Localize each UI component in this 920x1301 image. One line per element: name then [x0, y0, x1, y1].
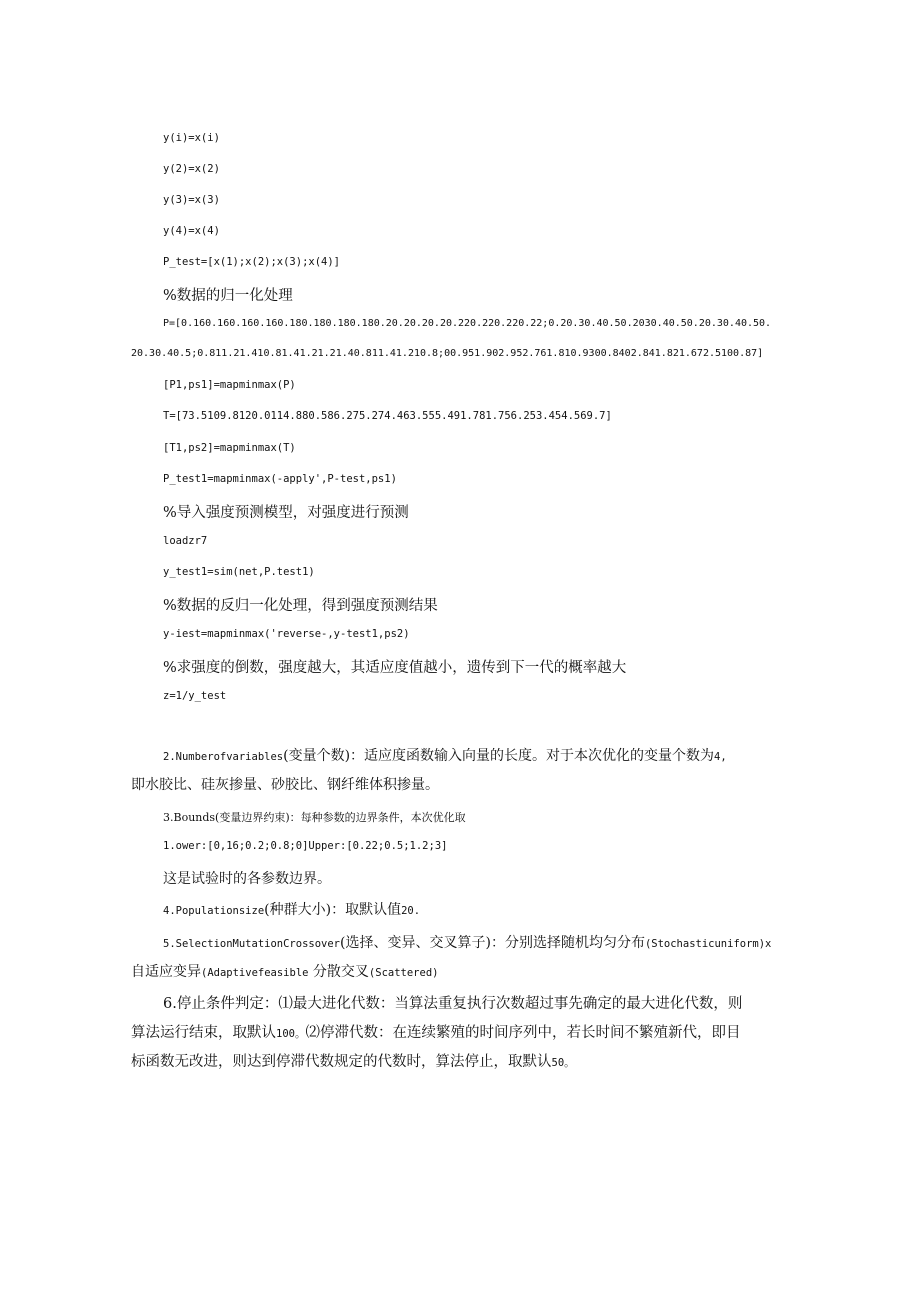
param-6-line2-num: 100。 — [276, 1028, 306, 1040]
code-line-p-test: P_test=[x(1);x(2);x(3);x(4)] — [163, 256, 341, 268]
param-stop-condition-line2 — [131, 1021, 740, 1042]
code-line-reverse: y-iest=mapminmax('reverse-,y-test1,ps2) — [163, 628, 410, 640]
param-selection-mutation-crossover — [163, 932, 771, 952]
code-line-t-vector: T=[73.5109.8120.0114.880.586.275.274.463.555.491.781.756.253.454.569.7] — [163, 410, 612, 422]
comment-reverse: %数据的反归一化处理，得到强度预测结果 — [163, 598, 438, 614]
param-bounds-note: 这是试验时的各参数边界。 — [163, 871, 331, 887]
param-4-text: (种群大小)：取默认值 — [264, 902, 402, 918]
param-6-line2-a: 算法运行结束，取默认 — [131, 1025, 276, 1041]
comment-import-model: %导入强度预测模型，对强度进行预测 — [163, 505, 409, 521]
param-5-cont-text2: 分散交叉 — [308, 964, 369, 980]
param-6-line3-a: 标函数无改进，则达到停滞代数规定的代数时，算法停止，取默认 — [131, 1054, 552, 1070]
param-5-text: (选择、变异、交叉算子)：分别选择随机均匀分布 — [340, 935, 645, 951]
param-bounds: 3.Bounds(变量边界约束)：每种参数的边界条件，本次优化取 — [163, 811, 466, 824]
param-stop-condition-line3 — [131, 1050, 575, 1071]
code-line-mapminmax-p: [P1,ps1]=mapminmax(P) — [163, 379, 296, 391]
param-2-continuation: 即水胶比、硅灰掺量、砂胶比、钢纤维体积掺量。 — [131, 777, 439, 793]
param-4-prefix: 4.Populationsize — [163, 905, 265, 917]
param-5-tail: (Stochasticuniform)x — [644, 938, 772, 950]
param-6-line3-num: 50。 — [551, 1057, 575, 1069]
code-line-p-matrix-b: 20.30.40.5;0.811.21.410.81.41.21.21.40.811.41.210.8;00.951.902.952.761.810.9300.8402.841.821.672.5100.87] — [131, 348, 764, 359]
param-5-prefix: 5.SelectionMutationCrossover — [163, 938, 341, 950]
comment-inverse: %求强度的倒数，强度越大，其适应度值越小，遗传到下一代的概率越大 — [163, 660, 627, 676]
param-2-text: (变量个数)：适应度函数输入向量的长度。对于本次优化的变量个数为 — [283, 748, 715, 764]
comment-normalize: %数据的归一化处理 — [163, 288, 293, 304]
code-line-y1: y(i)=x(i) — [163, 132, 220, 144]
param-5-cont-m1: (Adaptivefeasible — [201, 967, 309, 979]
code-line-mapminmax-t: [T1,ps2]=mapminmax(T) — [163, 442, 296, 454]
param-4-num: 20. — [401, 905, 421, 917]
code-line-load: loadzr7 — [163, 535, 208, 547]
param-6-line2-b: ⑵停滞代数：在连续繁殖的时间序列中，若长时间不繁殖新代，即目 — [305, 1025, 741, 1041]
param-5-cont-text: 自适应变异 — [131, 964, 201, 980]
code-line-y3: y(3)=x(3) — [163, 194, 220, 206]
param-bounds-values: 1.ower:[0,16;0.2;0.8;0]Upper:[0.22;0.5;1.2;3] — [163, 840, 448, 852]
code-line-y4: y(4)=x(4) — [163, 225, 220, 237]
param-5-continuation — [131, 961, 438, 981]
param-number-of-variables — [163, 745, 727, 765]
param-2-num: 4, — [714, 751, 727, 763]
param-2-prefix: 2.Numberofvariables — [163, 751, 284, 763]
code-line-p-test1: P_test1=mapminmax(-apply',P-test,ps1) — [163, 473, 397, 485]
code-line-y2: y(2)=x(2) — [163, 163, 220, 175]
code-line-p-matrix-a: P=[0.160.160.160.160.180.180.180.180.20.20.20.20.220.220.220.22;0.20.30.40.50.2030.40.50.20.30.40.50. — [163, 318, 772, 329]
param-stop-condition-line1: 6.停止条件判定：⑴最大进化代数：当算法重复执行次数超过事先确定的最大进化代数，则 — [163, 996, 743, 1012]
param-population-size — [163, 899, 420, 919]
code-line-sim: y_test1=sim(net,P.test1) — [163, 566, 315, 578]
code-line-z: z=1/y_test — [163, 690, 227, 702]
param-5-cont-m2: (Scattered) — [368, 967, 439, 979]
